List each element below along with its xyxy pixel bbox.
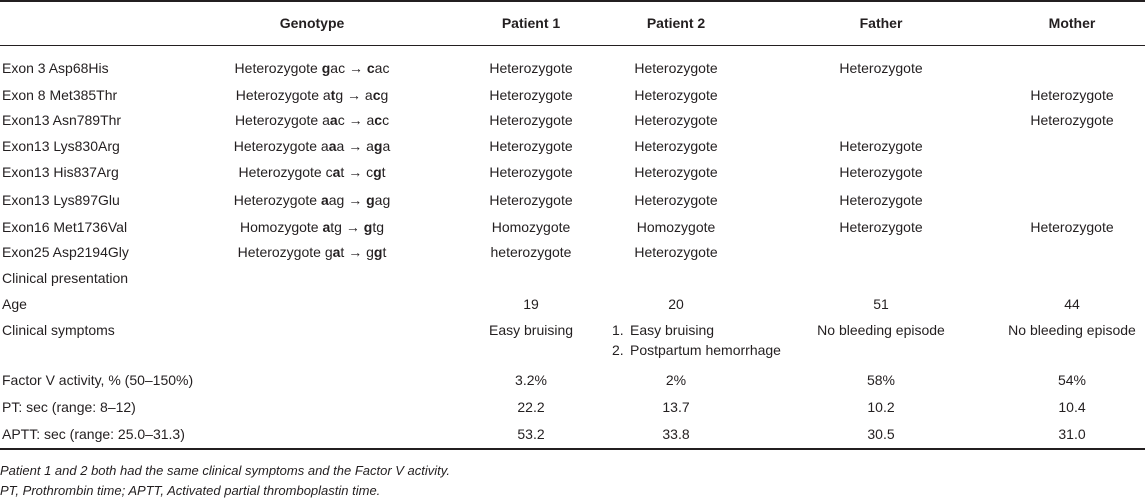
mother-cell: Heterozygote xyxy=(1030,112,1114,128)
footnote: PT, Prothrombin time; APTT, Activated partial thromboplastin time. xyxy=(0,483,381,498)
genotype-cell: Heterozygote atg → acg xyxy=(235,87,389,103)
list-item xyxy=(612,320,781,340)
patient-2-symptoms-list xyxy=(612,320,781,360)
father-cell: Heterozygote xyxy=(839,219,923,235)
mother-cell: Heterozygote xyxy=(1030,219,1114,235)
patient-2-value: 2% xyxy=(665,372,687,388)
father-value: 30.5 xyxy=(867,426,895,442)
father-cell: Heterozygote xyxy=(839,60,923,76)
patient-2-age: 20 xyxy=(668,296,684,312)
mother-age: 44 xyxy=(1064,296,1080,312)
patient-1-cell: Homozygote xyxy=(491,219,571,235)
patient-2-cell: Heterozygote xyxy=(634,87,718,103)
patient-1-cell: heterozygote xyxy=(490,244,572,260)
row-label: Exon13 Asn789Thr xyxy=(2,112,122,128)
patient-1-value: 3.2% xyxy=(515,372,547,388)
patient-1-cell: Heterozygote xyxy=(489,192,573,208)
section-heading: Clinical presentation xyxy=(2,270,129,286)
patient-1-cell: Heterozygote xyxy=(489,138,573,154)
patient-2-cell: Heterozygote xyxy=(634,244,718,260)
list-item xyxy=(612,340,781,360)
patient-1-cell: Heterozygote xyxy=(489,87,573,103)
mother-cell: Heterozygote xyxy=(1030,87,1114,103)
row-label: PT: sec (range: 8–12) xyxy=(2,399,136,415)
row-label: Exon 8 Met385Thr xyxy=(2,87,118,103)
table-top-rule xyxy=(0,0,1145,2)
row-label: APTT: sec (range: 25.0–31.3) xyxy=(2,426,185,442)
row-label: Exon16 Met1736Val xyxy=(2,219,128,235)
father-value: 58% xyxy=(866,372,896,388)
patient-2-cell: Heterozygote xyxy=(634,164,718,180)
mother-value: 54% xyxy=(1057,372,1087,388)
list-text: Easy bruising xyxy=(630,322,715,338)
father-symptoms: No bleeding episode xyxy=(817,322,945,338)
patient-2-cell: Heterozygote xyxy=(634,138,718,154)
list-number: 2. xyxy=(612,342,624,358)
header-mother: Mother xyxy=(1048,15,1096,31)
patient-2-value: 33.8 xyxy=(662,426,690,442)
patient-2-cell: Homozygote xyxy=(636,219,716,235)
mother-symptoms: No bleeding episode xyxy=(1008,322,1136,338)
patient-1-value: 53.2 xyxy=(517,426,545,442)
genotype-cell: Heterozygote gac → cac xyxy=(234,60,390,76)
row-label: Exon13 Lys897Glu xyxy=(2,192,120,208)
patient-1-value: 22.2 xyxy=(517,399,545,415)
header-patient-1: Patient 1 xyxy=(501,15,561,31)
father-age: 51 xyxy=(873,296,889,312)
patient-2-cell: Heterozygote xyxy=(634,192,718,208)
father-cell: Heterozygote xyxy=(839,164,923,180)
row-label: Age xyxy=(2,296,27,312)
genotype-cell: Heterozygote aag → gag xyxy=(233,192,391,208)
patient-1-symptoms: Easy bruising xyxy=(488,322,574,338)
header-father: Father xyxy=(859,15,903,31)
row-label: Clinical symptoms xyxy=(2,322,115,338)
table-footnotes xyxy=(0,461,450,501)
genotype-cell: Heterozygote gat → ggt xyxy=(237,244,387,260)
row-label: Exon 3 Asp68His xyxy=(2,60,109,76)
mother-value: 10.4 xyxy=(1058,399,1086,415)
patient-2-value: 13.7 xyxy=(662,399,690,415)
table-header-rule xyxy=(0,45,1145,46)
patient-1-cell: Heterozygote xyxy=(489,164,573,180)
table-bottom-rule xyxy=(0,448,1145,450)
mother-value: 31.0 xyxy=(1058,426,1086,442)
header-patient-2: Patient 2 xyxy=(646,15,706,31)
genotype-cell: Heterozygote aac → acc xyxy=(234,112,390,128)
genotype-cell: Heterozygote cat → cgt xyxy=(238,164,386,180)
genotype-cell: Heterozygote aaa → aga xyxy=(233,138,391,154)
genotype-cell: Homozygote atg → gtg xyxy=(240,219,384,235)
patient-1-cell: Heterozygote xyxy=(489,60,573,76)
footnote: Patient 1 and 2 both had the same clinical symptoms and the Factor V activity. xyxy=(0,463,450,478)
list-number: 1. xyxy=(612,322,624,338)
list-text: Postpartum hemorrhage xyxy=(630,342,781,358)
patient-2-cell: Heterozygote xyxy=(634,60,718,76)
row-label: Exon13 Lys830Arg xyxy=(2,138,120,154)
father-cell: Heterozygote xyxy=(839,138,923,154)
patient-2-cell: Heterozygote xyxy=(634,112,718,128)
father-cell: Heterozygote xyxy=(839,192,923,208)
patient-1-age: 19 xyxy=(523,296,539,312)
row-label: Exon25 Asp2194Gly xyxy=(2,244,129,260)
row-label: Factor V activity, % (50–150%) xyxy=(2,372,194,388)
header-genotype: Genotype xyxy=(279,15,345,31)
father-value: 10.2 xyxy=(867,399,895,415)
patient-1-cell: Heterozygote xyxy=(489,112,573,128)
row-label: Exon13 His837Arg xyxy=(2,164,119,180)
